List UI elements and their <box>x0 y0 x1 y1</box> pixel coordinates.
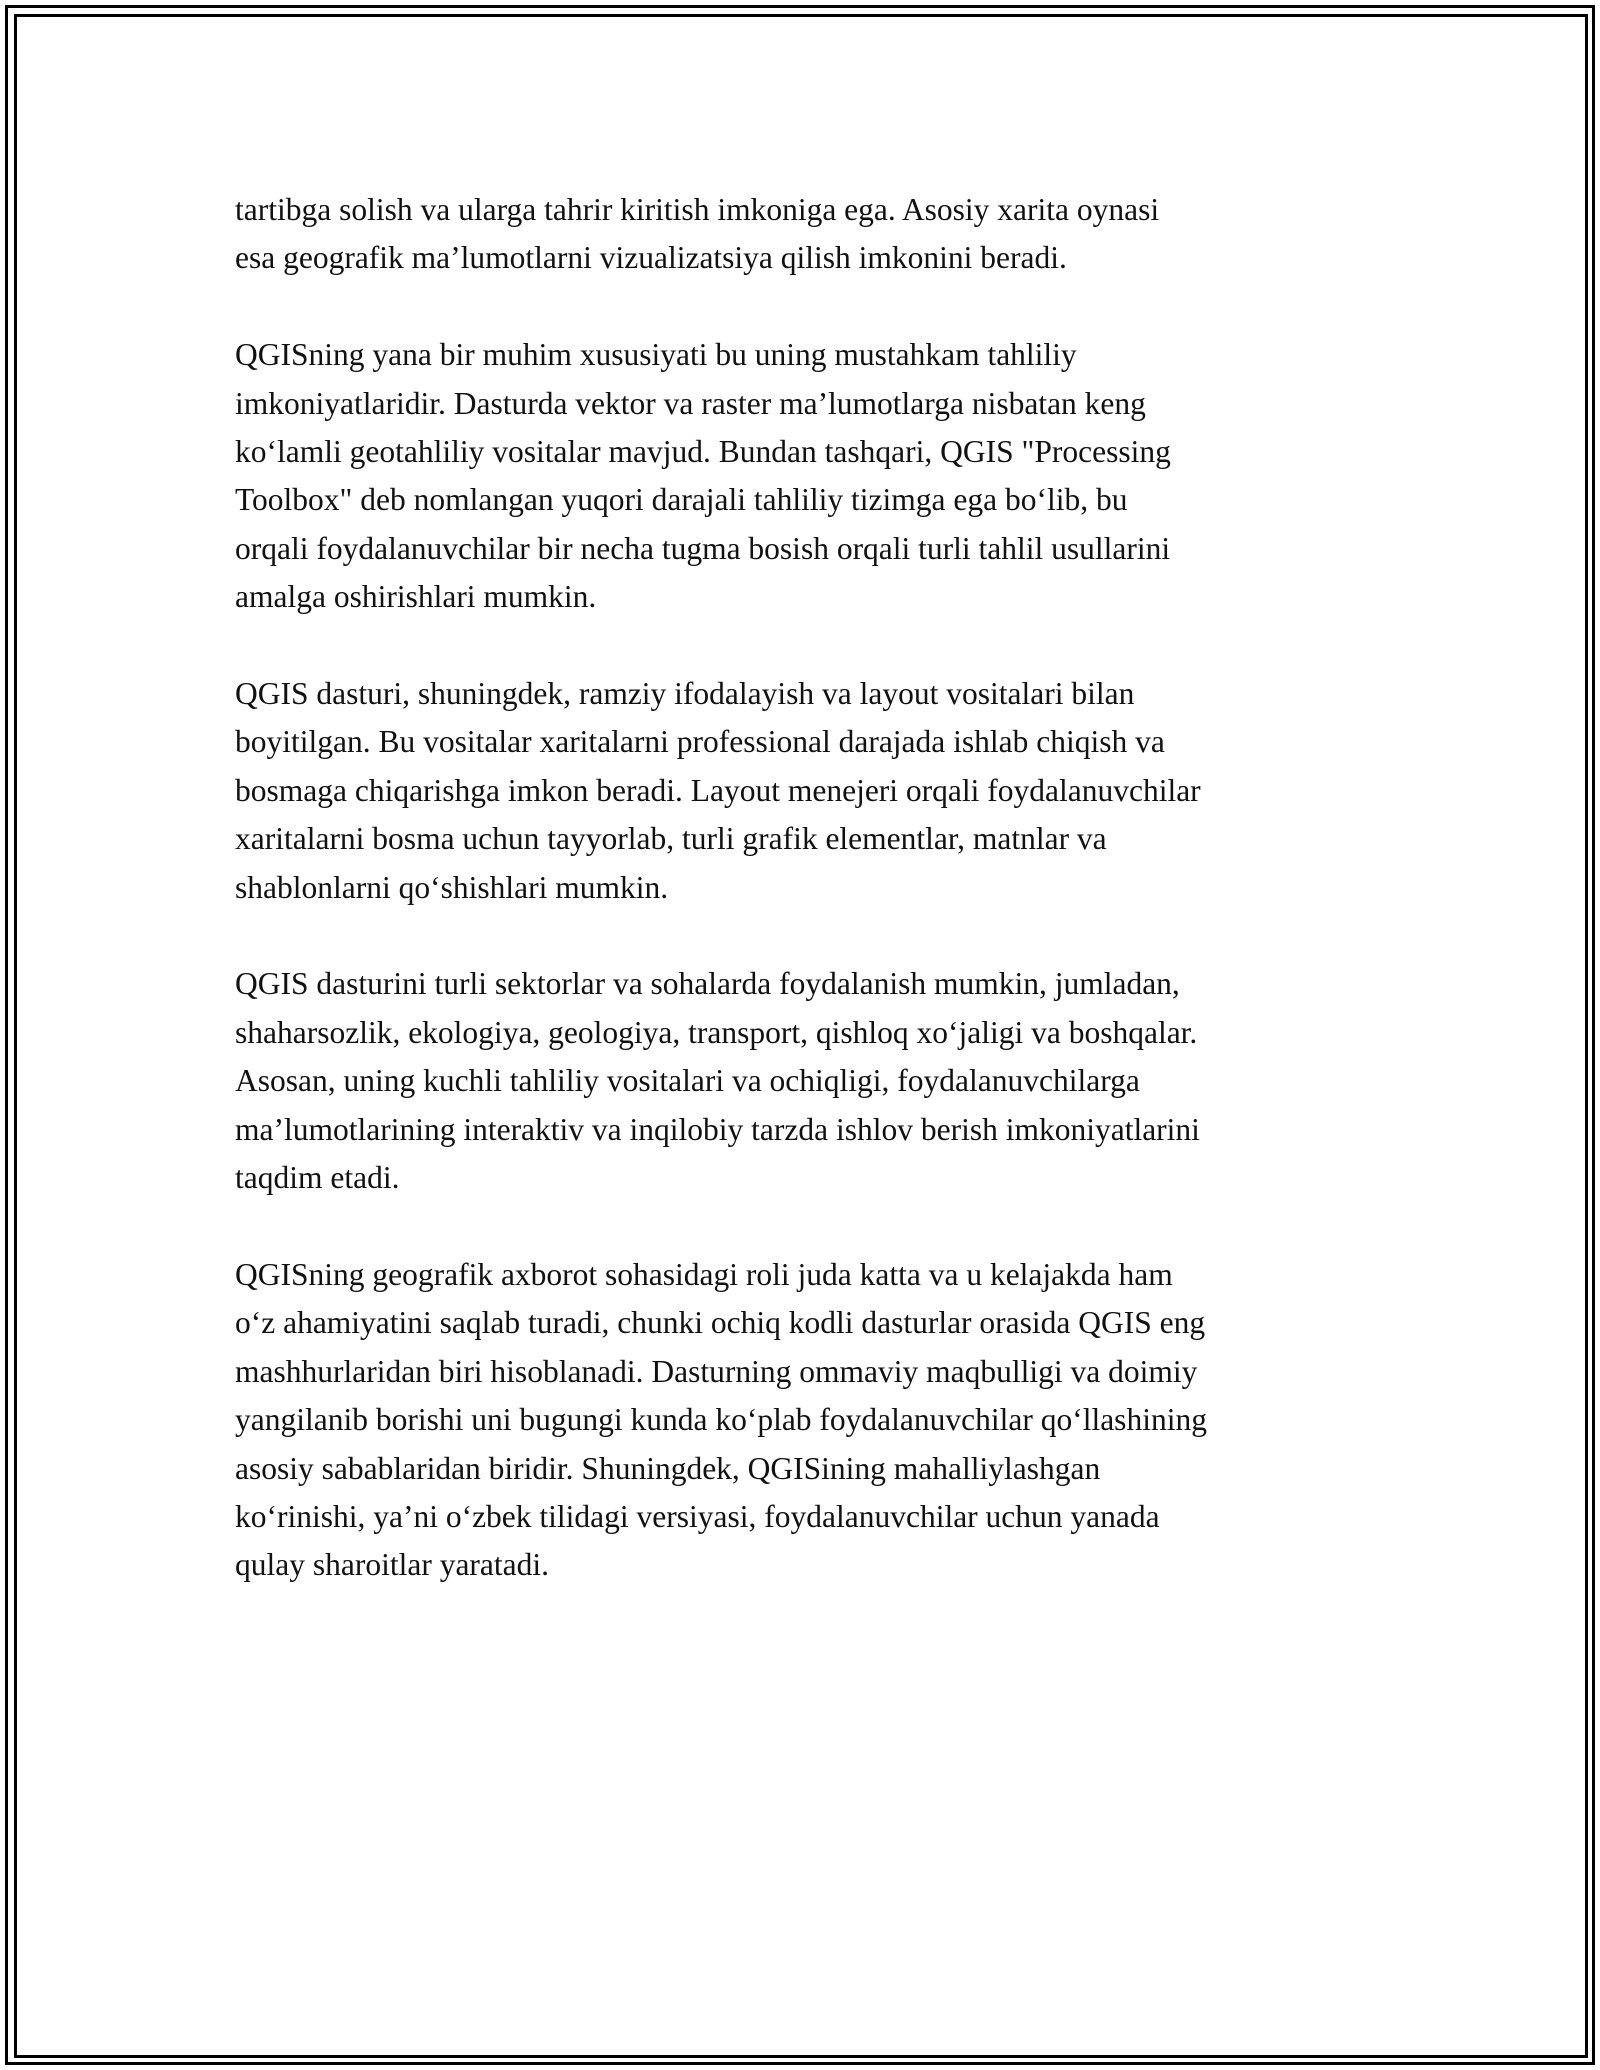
text-line: tartibga solish va ularga tahrir kiritish imkoniga ega. Asosiy xarita oynasi <box>235 192 1160 227</box>
text-line: qulay sharoitlar yaratadi. <box>235 1547 550 1583</box>
document-body <box>235 186 1385 1638</box>
text-line: QGISning geografik axborot sohasidagi roli juda katta va u kelajakda ham <box>235 1256 1173 1292</box>
text-line: ko‘lamli geotahliliy vositalar mavjud. Bundan tashqari, QGIS "Processing <box>235 434 1171 470</box>
text-line: bosmaga chiqarishga imkon beradi. Layout menejeri orqali foydalanuvchilar <box>235 772 1201 808</box>
text-line: orqali foydalanuvchilar bir necha tugma bosish orqali turli tahlil usullarini <box>235 530 1171 566</box>
text-line: imkoniyatlaridir. Dasturda vektor va raster ma’lumotlarga nisbatan keng <box>235 385 1146 421</box>
text-line: shablonlarni qo‘shishlari mumkin. <box>235 869 669 905</box>
text-line: mashhurlaridan biri hisoblanadi. Dasturning ommaviy maqbulligi va doimiy <box>235 1353 1198 1389</box>
paragraph-1 <box>235 186 1385 283</box>
text-line: amalga oshirishlari mumkin. <box>235 579 597 615</box>
text-line: yangilanib borishi uni bugungi kunda ko‘plab foydalanuvchilar qo‘llashining <box>235 1402 1207 1438</box>
text-line: asosiy sabablaridan biridir. Shuningdek, QGISining mahalliylashgan <box>235 1450 1101 1486</box>
text-line: boyitilgan. Bu vositalar xaritalarni professional darajada ishlab chiqish va <box>235 724 1165 760</box>
text-line: Asosan, uning kuchli tahliliy vositalari va ochiqligi, foydalanuvchilarga <box>235 1063 1140 1099</box>
text-line: o‘z ahamiyatini saqlab turadi, chunki ochiq kodli dasturlar orasida QGIS eng <box>235 1305 1206 1341</box>
paragraph-4 <box>235 960 1385 1202</box>
text-line: QGIS dasturini turli sektorlar va sohalarda foydalanish mumkin, jumladan, <box>235 966 1180 1002</box>
text-line: esa geografik ma’lumotlarni vizualizatsiya qilish imkonini beradi. <box>235 240 1067 276</box>
text-line: taqdim etadi. <box>235 1160 400 1196</box>
paragraph-2 <box>235 331 1385 621</box>
text-line: Toolbox" deb nomlangan yuqori darajali tahliliy tizimga ega bo‘lib, bu <box>235 482 1128 518</box>
text-line: ma’lumotlarining interaktiv va inqilobiy tarzda ishlov berish imkoniyatlarini <box>235 1111 1200 1147</box>
text-line: QGIS dasturi, shuningdek, ramziy ifodalayish va layout vositalari bilan <box>235 676 1135 712</box>
text-line: ko‘rinishi, ya’ni o‘zbek tilidagi versiyasi, foydalanuvchilar uchun yanada <box>235 1498 1160 1534</box>
text-line: xaritalarni bosma uchun tayyorlab, turli grafik elementlar, matnlar va <box>235 821 1107 857</box>
text-line: shaharsozlik, ekologiya, geologiya, transport, qishloq xo‘jaligi va boshqalar. <box>235 1014 1198 1050</box>
text-line: QGISning yana bir muhim xususiyati bu uning mustahkam tahliliy <box>235 337 1077 373</box>
paragraph-5 <box>235 1251 1385 1590</box>
paragraph-3 <box>235 670 1385 912</box>
